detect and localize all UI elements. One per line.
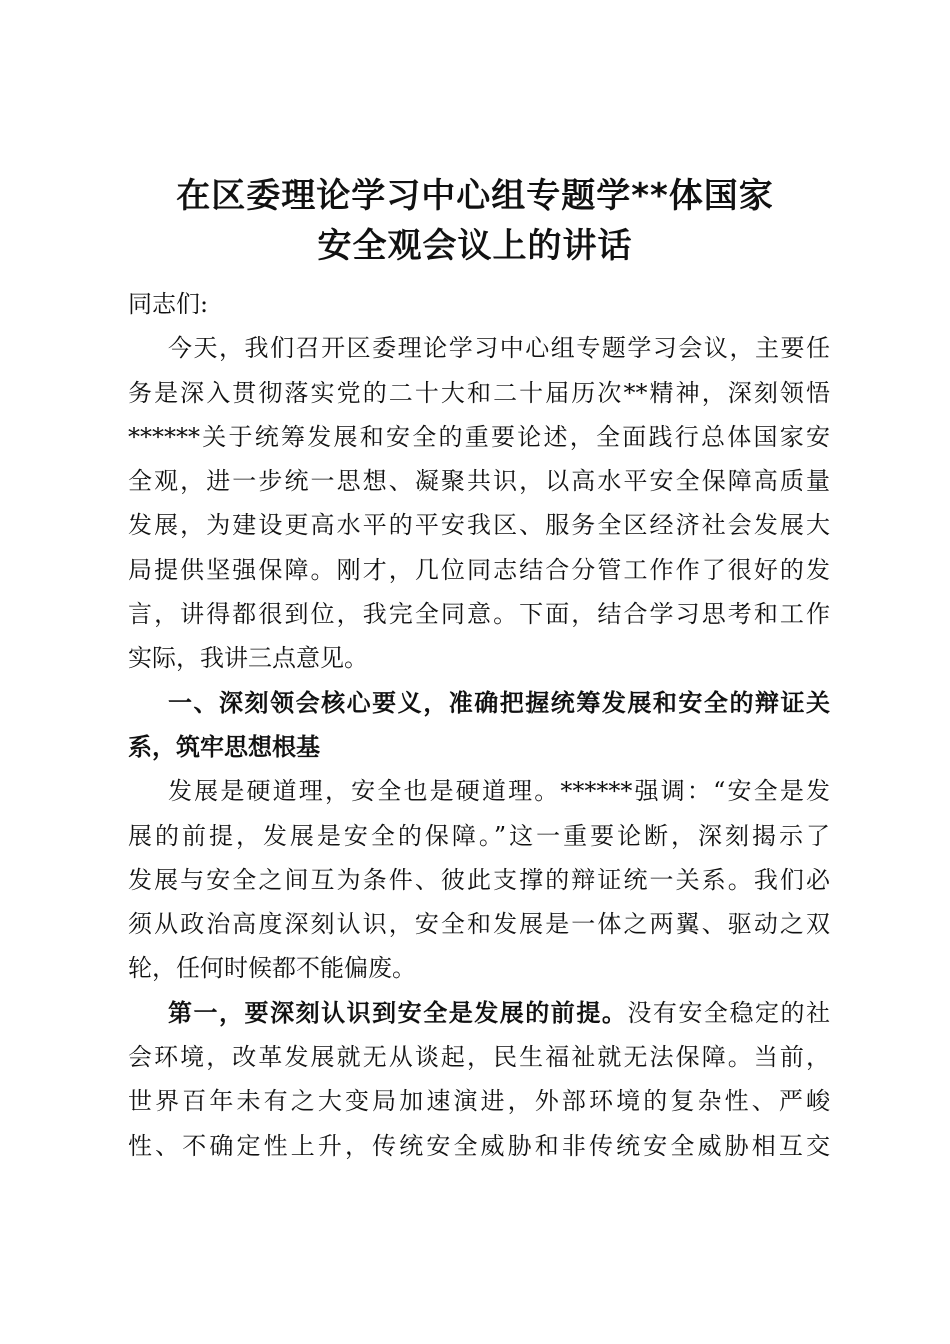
document-title-line-2: 安全观会议上的讲话 (317, 226, 633, 266)
section-heading-line: 系，筑牢思想根基 (128, 732, 320, 761)
paragraph-line: 展的前提，发展是安全的保障。”这一重要论断，深刻揭示了 (128, 821, 830, 850)
paragraph-line: 世界百年未有之大变局加速演进，外部环境的复杂性、严峻 (128, 1087, 830, 1116)
paragraph-line: 发展，为建设更高水平的平安我区、服务全区经济社会发展大 (128, 511, 830, 540)
paragraph-line: ******关于统筹发展和安全的重要论述，全面践行总体国家安 (128, 422, 830, 451)
lead-sentence: 第一，要深刻认识到安全是发展的前提。 (168, 998, 628, 1027)
document-title-line-1: 在区委理论学习中心组专题学**体国家 (176, 176, 774, 216)
paragraph-line: 全观，进一步统一思想、凝聚共识，以高水平安全保障高质量 (128, 467, 830, 496)
salutation: 同志们: (128, 290, 209, 318)
paragraph-line: 今天，我们召开区委理论学习中心组专题学习会议，主要任 (168, 334, 830, 363)
paragraph-line: 局提供坚强保障。刚才，几位同志结合分管工作作了很好的发 (128, 555, 830, 584)
paragraph-line: 发展是硬道理，安全也是硬道理。******强调：“安全是发 (168, 777, 830, 806)
paragraph-line: 务是深入贯彻落实党的二十大和二十届历次**精神，深刻领悟 (128, 378, 830, 407)
lead-rest: 没有安全稳定的社 (627, 998, 830, 1027)
paragraph-line: 实际，我讲三点意见。 (128, 644, 368, 673)
paragraph-line: 发展与安全之间互为条件、彼此支撑的辩证统一关系。我们必 (128, 865, 830, 894)
paragraph-line: 须从政治高度深刻认识，安全和发展是一体之两翼、驱动之双 (128, 910, 830, 939)
paragraph-line: 会环境，改革发展就无从谈起，民生福祉就无法保障。当前， (128, 1043, 830, 1072)
document-body (128, 282, 830, 1168)
paragraph-line: 性、不确定性上升，传统安全威胁和非传统安全威胁相互交 (128, 1131, 830, 1160)
paragraph-line: 言，讲得都很到位，我完全同意。下面，结合学习思考和工作 (128, 600, 830, 629)
section-heading-line: 一、深刻领会核心要义，准确把握统筹发展和安全的辩证关 (168, 688, 830, 717)
paragraph-line (128, 991, 830, 1035)
paragraph-line: 轮，任何时候都不能偏废。 (128, 954, 416, 983)
